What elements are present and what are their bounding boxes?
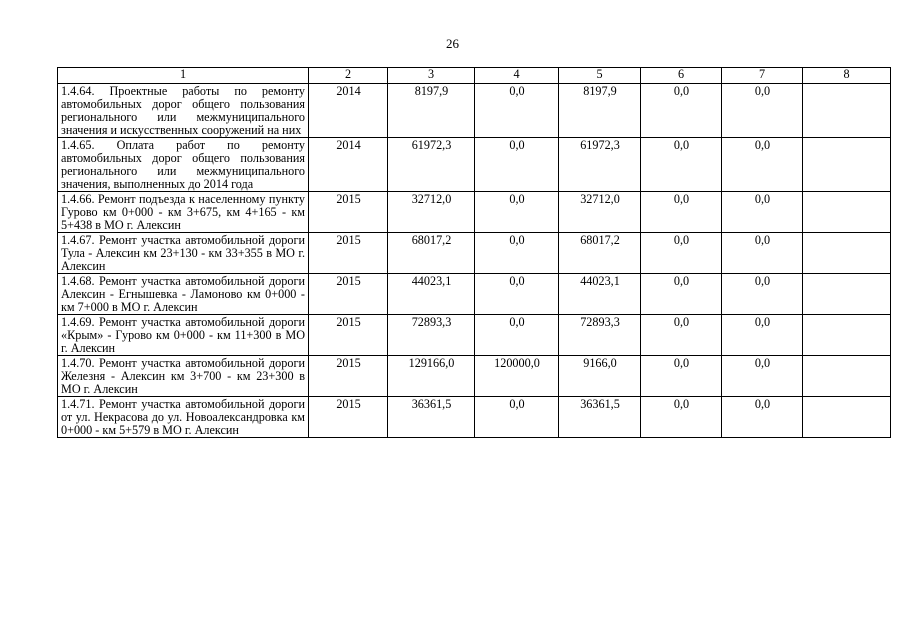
row-col3: 129166,0 bbox=[388, 356, 475, 397]
budget-table bbox=[57, 67, 891, 438]
column-header: 4 bbox=[475, 68, 559, 84]
row-col4: 0,0 bbox=[475, 138, 559, 192]
row-col6: 0,0 bbox=[641, 315, 722, 356]
column-header: 8 bbox=[803, 68, 891, 84]
row-description: 1.4.70. Ремонт участка автомобильной дороги Железня - Алексин км 3+700 - км 23+300 в МО г. Алексин bbox=[58, 356, 309, 397]
row-col3: 32712,0 bbox=[388, 192, 475, 233]
row-year: 2015 bbox=[309, 356, 388, 397]
row-col8 bbox=[803, 84, 891, 138]
header-row bbox=[58, 68, 891, 84]
row-description: 1.4.69. Ремонт участка автомобильной дороги «Крым» - Гурово км 0+000 - км 11+300 в МО г. Алексин bbox=[58, 315, 309, 356]
row-col6: 0,0 bbox=[641, 274, 722, 315]
row-col4: 0,0 bbox=[475, 84, 559, 138]
row-col5: 32712,0 bbox=[559, 192, 641, 233]
column-header: 6 bbox=[641, 68, 722, 84]
row-col3: 61972,3 bbox=[388, 138, 475, 192]
row-col3: 8197,9 bbox=[388, 84, 475, 138]
row-col7: 0,0 bbox=[722, 84, 803, 138]
row-col4: 120000,0 bbox=[475, 356, 559, 397]
row-col5: 44023,1 bbox=[559, 274, 641, 315]
row-col5: 8197,9 bbox=[559, 84, 641, 138]
row-col6: 0,0 bbox=[641, 397, 722, 438]
table-row bbox=[58, 274, 891, 315]
row-col6: 0,0 bbox=[641, 138, 722, 192]
row-col3: 36361,5 bbox=[388, 397, 475, 438]
row-col8 bbox=[803, 138, 891, 192]
column-header: 1 bbox=[58, 68, 309, 84]
row-description: 1.4.65. Оплата работ по ремонту автомобильных дорог общего пользования регионального или межмуниципального значения, выполненных до 2014 года bbox=[58, 138, 309, 192]
row-col5: 61972,3 bbox=[559, 138, 641, 192]
row-description: 1.4.66. Ремонт подъезда к населенному пункту Гурово км 0+000 - км 3+675, км 4+165 - км 5+438 в МО г. Алексин bbox=[58, 192, 309, 233]
row-year: 2014 bbox=[309, 84, 388, 138]
table-row bbox=[58, 84, 891, 138]
table-row bbox=[58, 233, 891, 274]
row-col7: 0,0 bbox=[722, 233, 803, 274]
row-col6: 0,0 bbox=[641, 233, 722, 274]
row-year: 2015 bbox=[309, 274, 388, 315]
row-col4: 0,0 bbox=[475, 274, 559, 315]
row-col5: 36361,5 bbox=[559, 397, 641, 438]
row-col7: 0,0 bbox=[722, 138, 803, 192]
row-description: 1.4.68. Ремонт участка автомобильной дороги Алексин - Егнышевка - Ламоново км 0+000 - км 7+000 в МО г. Алексин bbox=[58, 274, 309, 315]
row-col8 bbox=[803, 397, 891, 438]
row-col8 bbox=[803, 192, 891, 233]
row-col5: 9166,0 bbox=[559, 356, 641, 397]
row-col8 bbox=[803, 233, 891, 274]
row-year: 2015 bbox=[309, 397, 388, 438]
row-col6: 0,0 bbox=[641, 356, 722, 397]
row-col7: 0,0 bbox=[722, 315, 803, 356]
page-number: 26 bbox=[446, 36, 459, 51]
row-col7: 0,0 bbox=[722, 192, 803, 233]
row-col8 bbox=[803, 315, 891, 356]
row-col5: 68017,2 bbox=[559, 233, 641, 274]
row-col4: 0,0 bbox=[475, 397, 559, 438]
row-description: 1.4.71. Ремонт участка автомобильной дороги от ул. Некрасова до ул. Новоалександровка км 0+000 - км 5+579 в МО г. Алексин bbox=[58, 397, 309, 438]
row-col7: 0,0 bbox=[722, 397, 803, 438]
table-row bbox=[58, 397, 891, 438]
row-year: 2015 bbox=[309, 233, 388, 274]
column-header: 3 bbox=[388, 68, 475, 84]
row-description: 1.4.67. Ремонт участка автомобильной дороги Тула - Алексин км 23+130 - км 33+355 в МО г. Алексин bbox=[58, 233, 309, 274]
column-header: 7 bbox=[722, 68, 803, 84]
row-col8 bbox=[803, 356, 891, 397]
row-col4: 0,0 bbox=[475, 192, 559, 233]
row-col3: 44023,1 bbox=[388, 274, 475, 315]
row-col4: 0,0 bbox=[475, 315, 559, 356]
table-row bbox=[58, 138, 891, 192]
row-year: 2015 bbox=[309, 192, 388, 233]
table-row bbox=[58, 192, 891, 233]
column-header: 2 bbox=[309, 68, 388, 84]
row-year: 2015 bbox=[309, 315, 388, 356]
row-col7: 0,0 bbox=[722, 356, 803, 397]
table-row bbox=[58, 315, 891, 356]
table-row bbox=[58, 356, 891, 397]
row-col6: 0,0 bbox=[641, 84, 722, 138]
row-col5: 72893,3 bbox=[559, 315, 641, 356]
row-col7: 0,0 bbox=[722, 274, 803, 315]
row-col4: 0,0 bbox=[475, 233, 559, 274]
row-col3: 72893,3 bbox=[388, 315, 475, 356]
row-description: 1.4.64. Проектные работы по ремонту автомобильных дорог общего пользования регионального или межмуниципального значения и искусственных сооружений на них bbox=[58, 84, 309, 138]
row-col8 bbox=[803, 274, 891, 315]
row-col3: 68017,2 bbox=[388, 233, 475, 274]
row-year: 2014 bbox=[309, 138, 388, 192]
column-header: 5 bbox=[559, 68, 641, 84]
row-col6: 0,0 bbox=[641, 192, 722, 233]
